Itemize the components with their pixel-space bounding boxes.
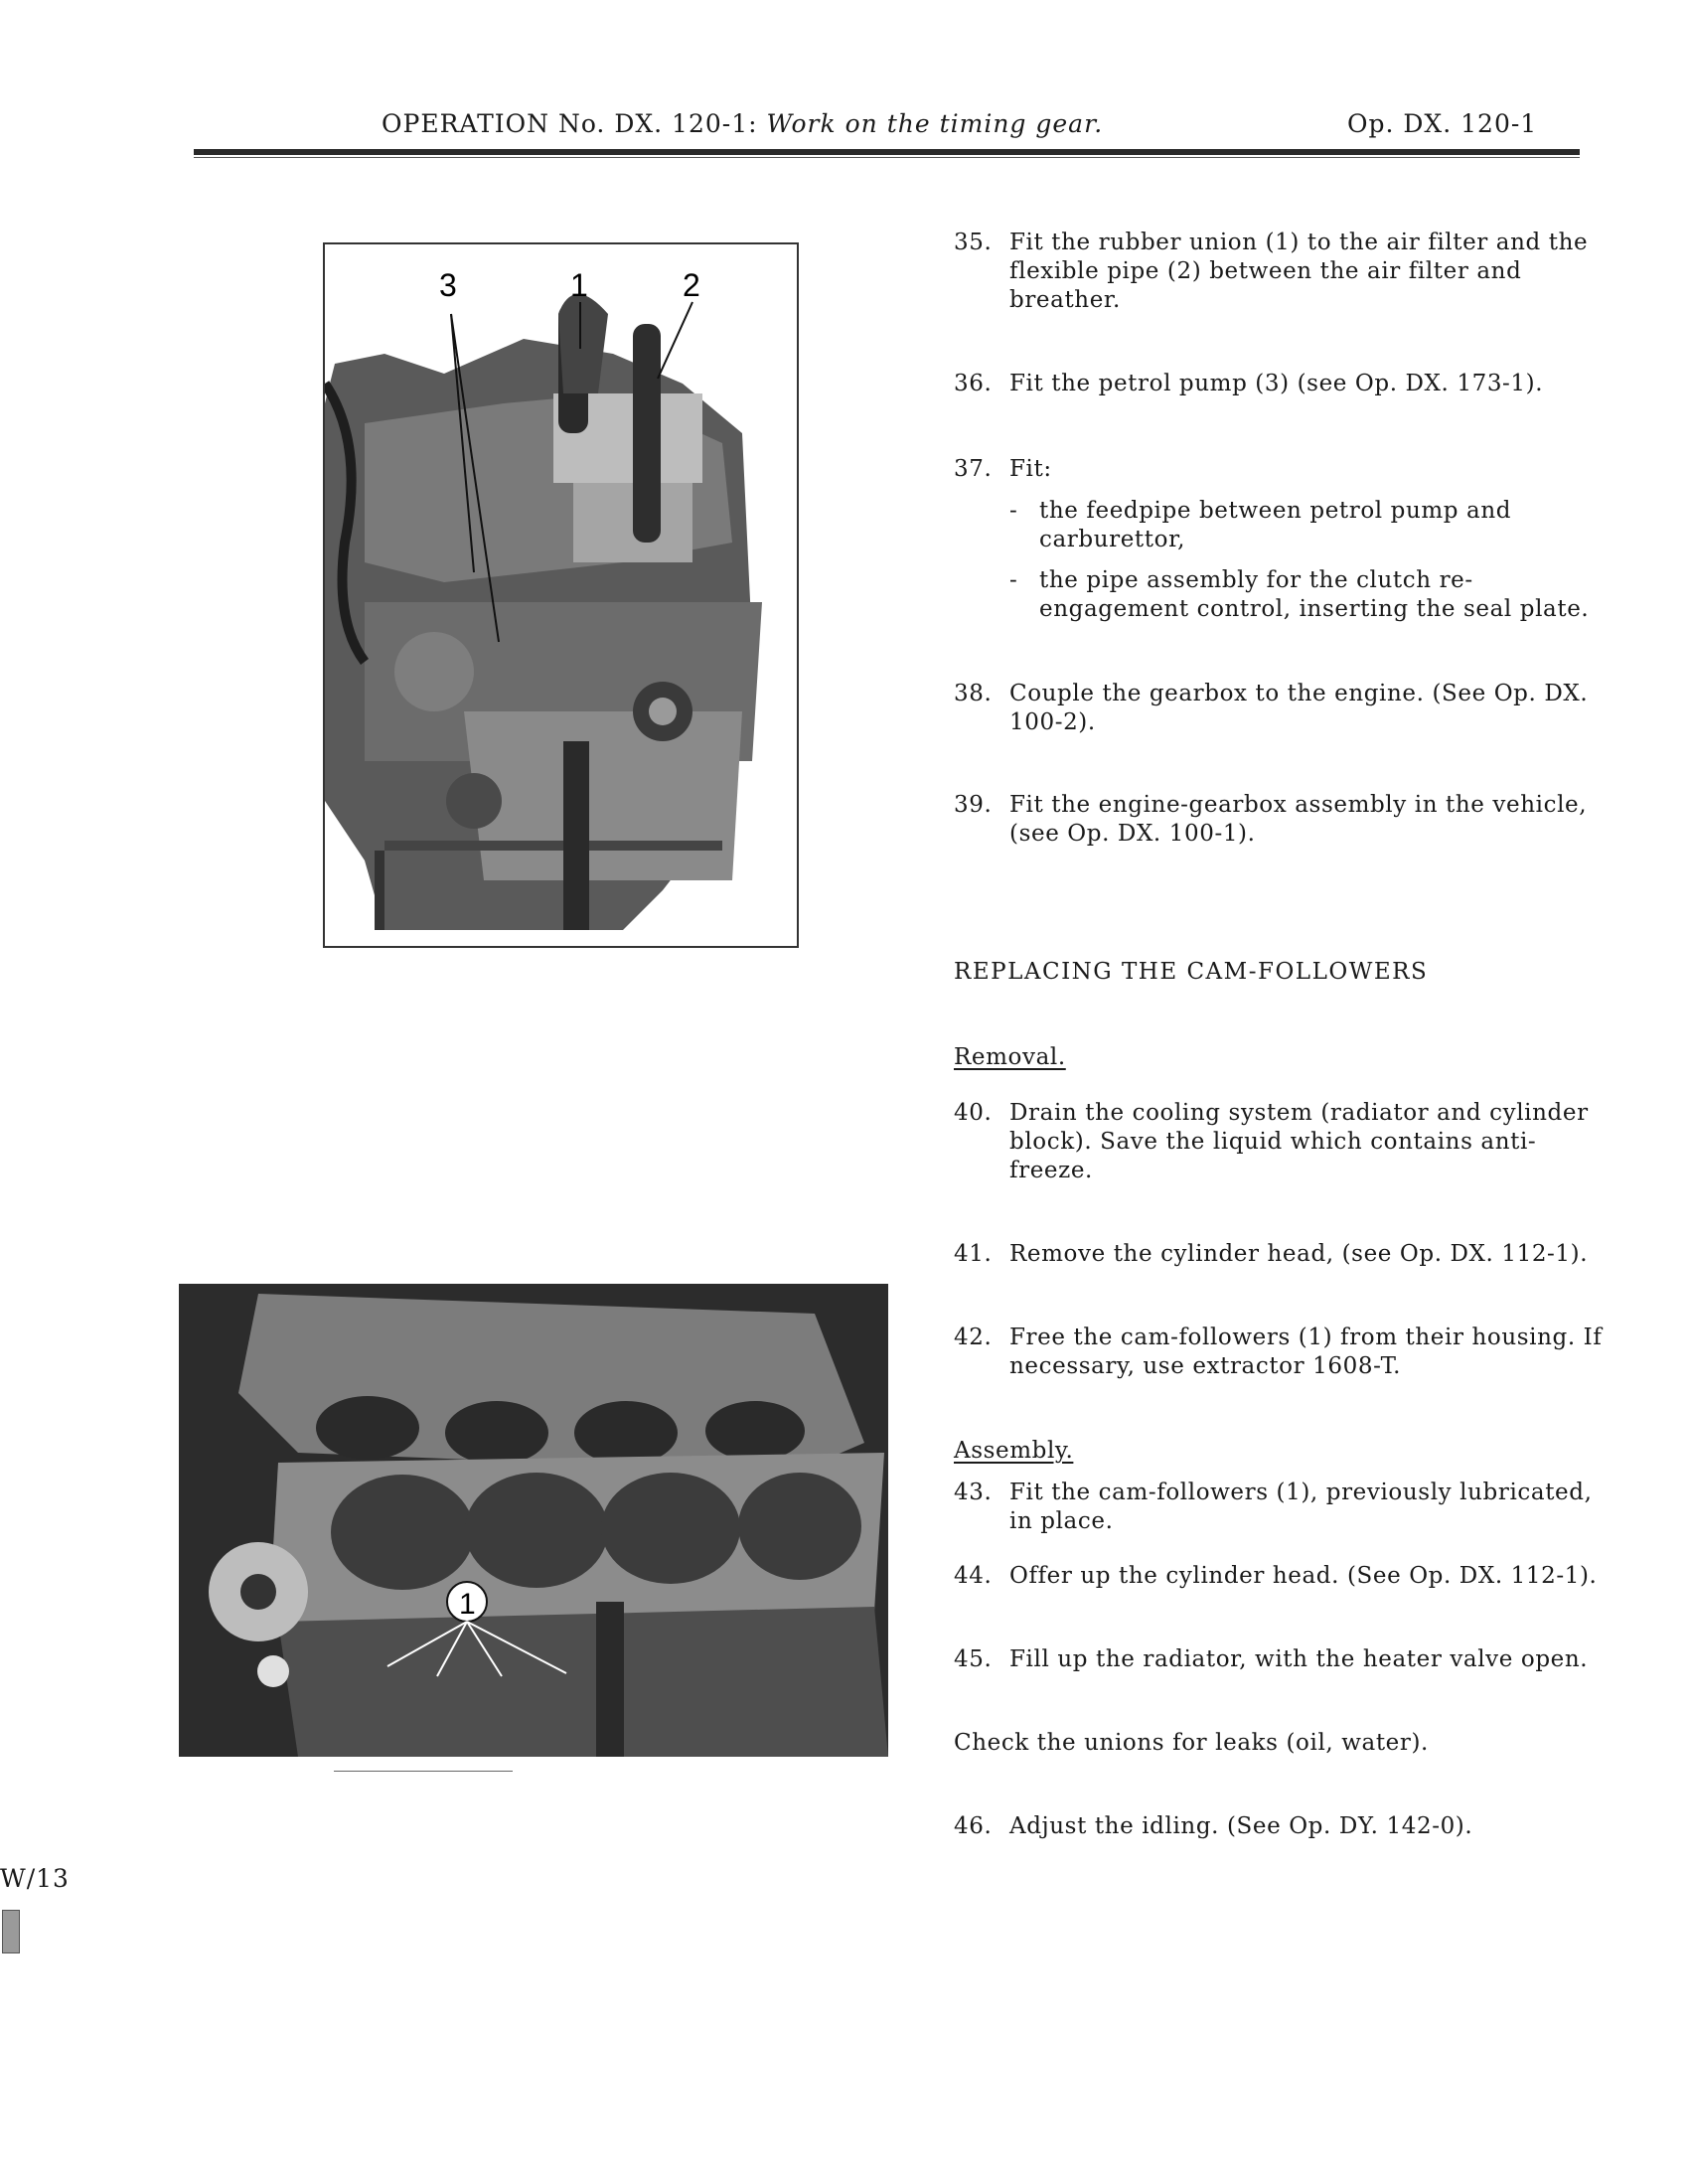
- step-37-item-2: - the pipe assembly for the clutch re-engagement control, inserting the seal plate.: [1009, 567, 1590, 622]
- step-39: 39. Fit the engine-gearbox assembly in the vehicle, (see Op. DX. 100-1).: [954, 792, 1588, 847]
- step-46: 46. Adjust the idling. (See Op. DY. 142-0).: [954, 1813, 1473, 1839]
- cylinder-block-illustration: [179, 1284, 888, 1757]
- step-38: 38. Couple the gearbox to the engine. (See Op. DX. 100-2).: [954, 681, 1589, 735]
- step-42: 42. Free the cam-followers (1) from their housing. If necessary, use extractor 1608-T.: [954, 1325, 1603, 1379]
- removal-heading: Removal.: [954, 1044, 1066, 1070]
- step-36: 36. Fit the petrol pump (3) (see Op. DX. 173-1).: [954, 371, 1544, 396]
- step-43: 43. Fit the cam-followers (1), previously lubricated, in place.: [954, 1480, 1593, 1534]
- engine-illustration: [325, 244, 797, 946]
- step-40: 40. Drain the cooling system (radiator and cylinder block). Save the liquid which contains anti-freeze.: [954, 1100, 1589, 1183]
- cylinder-block-photo: [179, 1284, 888, 1757]
- callout-3: 3: [439, 267, 457, 303]
- callout-2: 2: [683, 267, 700, 303]
- engine-photo: [323, 242, 799, 948]
- header-rule-thin: [194, 157, 1580, 158]
- page-header-left: [382, 109, 1103, 138]
- callout-1-block: 1: [459, 1588, 476, 1621]
- assembly-heading: Assembly.: [954, 1438, 1074, 1464]
- step-35: 35. Fit the rubber union (1) to the air filter and the flexible pipe (2) between the air filter and breather.: [954, 230, 1589, 313]
- step-45: 45. Fill up the radiator, with the heater valve open.: [954, 1646, 1589, 1672]
- header-rule: [194, 149, 1580, 155]
- check-note: Check the unions for leaks (oil, water).: [954, 1730, 1429, 1756]
- section-tab-marker: [2, 1910, 20, 1953]
- step-37-item-1: - the feedpipe between petrol pump and carburettor,: [1009, 498, 1512, 552]
- step-44: 44. Offer up the cylinder head. (See Op. DX. 112-1).: [954, 1563, 1598, 1589]
- page-code: W/13: [0, 1864, 70, 1893]
- callout-1: 1: [570, 267, 588, 303]
- page-header-right: Op. DX. 120-1: [1347, 109, 1538, 138]
- step-37: 37. Fit:: [954, 456, 1052, 482]
- operation-title: Work on the timing gear.: [766, 109, 1104, 138]
- section-heading: REPLACING THE CAM-FOLLOWERS: [954, 959, 1429, 985]
- operation-number: OPERATION No. DX. 120-1:: [382, 109, 767, 138]
- step-41: 41. Remove the cylinder head, (see Op. DX. 112-1).: [954, 1241, 1589, 1267]
- figure-underline: [334, 1771, 513, 1772]
